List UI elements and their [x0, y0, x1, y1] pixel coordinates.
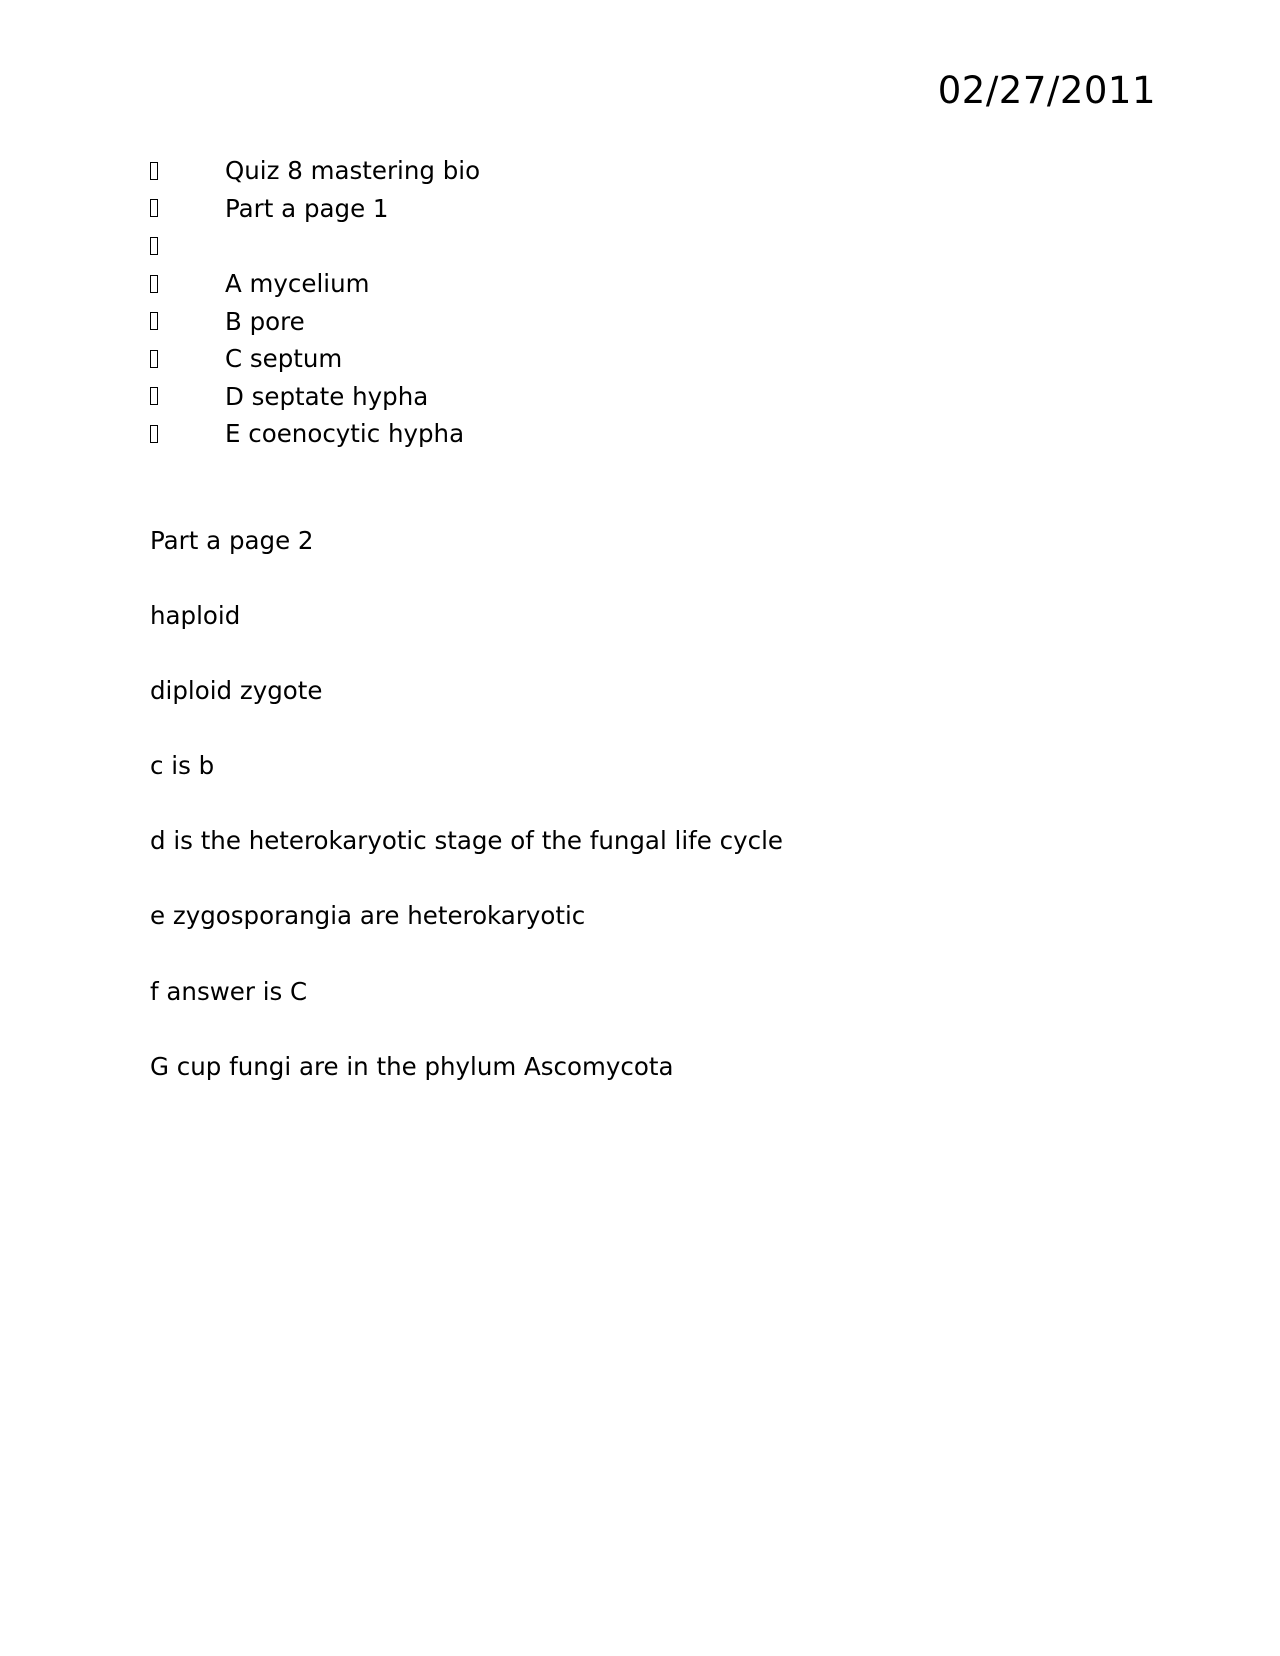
bullet-text: B pore	[225, 306, 305, 336]
bullet-text: Quiz 8 mastering bio	[225, 156, 481, 186]
bullet-item	[150, 340, 480, 378]
missing-glyph-bullet-icon	[150, 425, 158, 443]
answer-line: diploid zygote	[150, 676, 323, 706]
missing-glyph-bullet-icon	[150, 387, 158, 405]
bullet-item	[150, 302, 480, 340]
answer-line: haploid	[150, 601, 241, 631]
document-date: 02/27/2011	[937, 69, 1156, 112]
answer-line: G cup fungi are in the phylum Ascomycota	[150, 1051, 674, 1081]
missing-glyph-bullet-icon	[150, 312, 158, 330]
missing-glyph-bullet-icon	[150, 162, 158, 180]
answer-line: e zygosporangia are heterokaryotic	[150, 901, 586, 931]
bullet-item	[150, 152, 480, 190]
bullet-item	[150, 190, 480, 228]
section-heading: Part a page 2	[150, 526, 314, 555]
missing-glyph-bullet-icon	[150, 350, 158, 368]
bullet-text: D septate hypha	[225, 381, 429, 411]
bullet-text: Part a page 1	[225, 193, 389, 223]
bullet-text: E coenocytic hypha	[225, 419, 465, 449]
bullet-item	[150, 227, 480, 265]
answer-line: d is the heterokaryotic stage of the fungal life cycle	[150, 826, 783, 856]
bullet-item	[150, 265, 480, 303]
missing-glyph-bullet-icon	[150, 237, 158, 255]
bullet-text: A mycelium	[225, 269, 370, 299]
bullet-list	[150, 152, 480, 453]
answer-line: f answer is C	[150, 976, 308, 1006]
bullet-text: C septum	[225, 344, 343, 374]
answer-line: c is b	[150, 751, 215, 781]
missing-glyph-bullet-icon	[150, 275, 158, 293]
missing-glyph-bullet-icon	[150, 199, 158, 217]
bullet-item	[150, 415, 480, 453]
answers-section	[150, 526, 783, 1127]
bullet-item	[150, 378, 480, 416]
